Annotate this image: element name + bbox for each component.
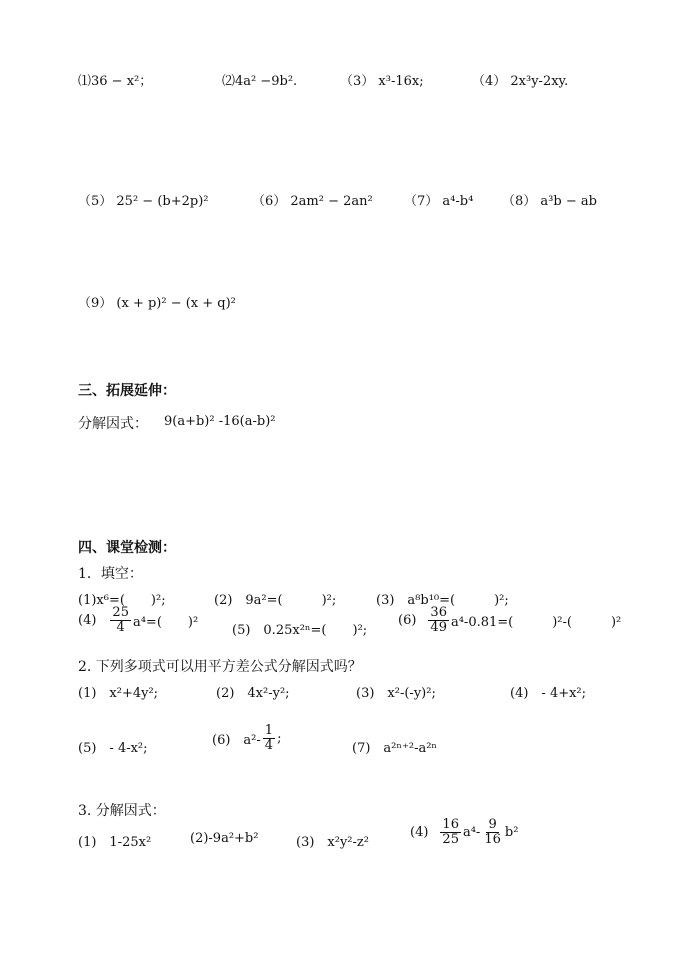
q2-item-6 [212,724,281,752]
factor-label: 分解因式： [78,416,148,432]
fraction-denominator: 16 [484,831,501,847]
q3-item-4 [410,818,518,846]
q1-item-3: (3) a⁸b¹⁰=( )²; [376,593,509,608]
q1-item-2: (2) 9a²=( )²; [214,593,337,608]
q2-item-2: (2) 4x²-y²; [216,686,290,701]
exercise-8: （8） a³b − ab [502,194,597,209]
q3-title: 3. 分解因式： [78,803,166,819]
q2-item-3: (3) x²-(-y)²; [356,686,436,701]
fraction-denominator: 4 [264,737,274,753]
section-4-heading: 四、课堂检测： [78,540,176,556]
exercise-4: （4） 2x³y-2xy. [472,74,569,89]
q3-item-4-tail: b² [504,824,519,840]
q2-item-5: (5) - 4-x²; [78,741,148,756]
q2-title: 2. 下列多项式可以用平方差公式分解因式吗？ [78,659,362,675]
q1-item-6 [398,606,621,634]
exercise-5: （5） 25² − (b+2p)² [78,194,209,209]
fraction-numerator: 1 [264,723,274,738]
exercise-1: ⑴36 − x²； [78,74,153,89]
fraction-denominator: 4 [116,619,125,635]
fraction-denominator: 49 [430,619,447,635]
fraction-1-4 [263,724,275,752]
q1-item-6-tail: a⁴-0.81=( )²-( )² [450,614,622,630]
q1-item-6-label: (6) [398,612,417,628]
q1-item-4 [78,606,198,634]
section-3-heading: 三、拓展延伸： [78,383,176,399]
exercise-2: ⑵4a² −9b². [222,74,298,89]
fraction-numerator: 25 [112,605,129,620]
q3-item-2: (2)-9a²+b² [190,831,259,846]
fraction-denominator: 25 [442,831,459,847]
exercise-9: （9） (x + p)² − (x + q)² [78,296,236,311]
exercise-6: （6） 2am² − 2an² [252,194,373,209]
exercise-7: （7） a⁴-b⁴ [404,194,474,209]
q2-item-4: (4) - 4+x²; [510,686,587,701]
exercise-3: （3） x³-16x; [340,74,424,89]
factor-expression: 9(a+b)² -16(a-b)² [164,414,276,429]
fraction-numerator: 36 [430,605,447,620]
q3-item-4-label: (4) [410,824,429,840]
q2-item-6-tail: ; [277,730,282,746]
fraction-9-16 [482,818,503,846]
fraction-16-25 [440,818,461,846]
q3-item-3: (3) x²y²-z² [296,835,369,850]
fraction-25-4 [110,606,131,634]
q1-item-1: (1)x⁶=( )²; [78,593,166,608]
q3-item-1: (1) 1-25x² [78,835,152,850]
fraction-numerator: 16 [442,817,459,832]
q1-title: 1．填空： [78,566,143,582]
q1-item-4-label: (4) [78,612,97,628]
fraction-numerator: 9 [488,817,497,832]
q1-item-5: (5) 0.25x²ⁿ=( )²; [232,623,368,638]
q2-item-6-label: (6) a²- [212,732,261,748]
q3-item-4-mid: a⁴- [462,824,481,840]
q2-item-1: (1) x²+4y²; [78,686,159,701]
fraction-36-49 [428,606,449,634]
q2-item-7: (7) a²ⁿ⁺²-a²ⁿ [352,741,438,756]
q1-item-4-tail: a⁴=( )² [132,614,199,630]
